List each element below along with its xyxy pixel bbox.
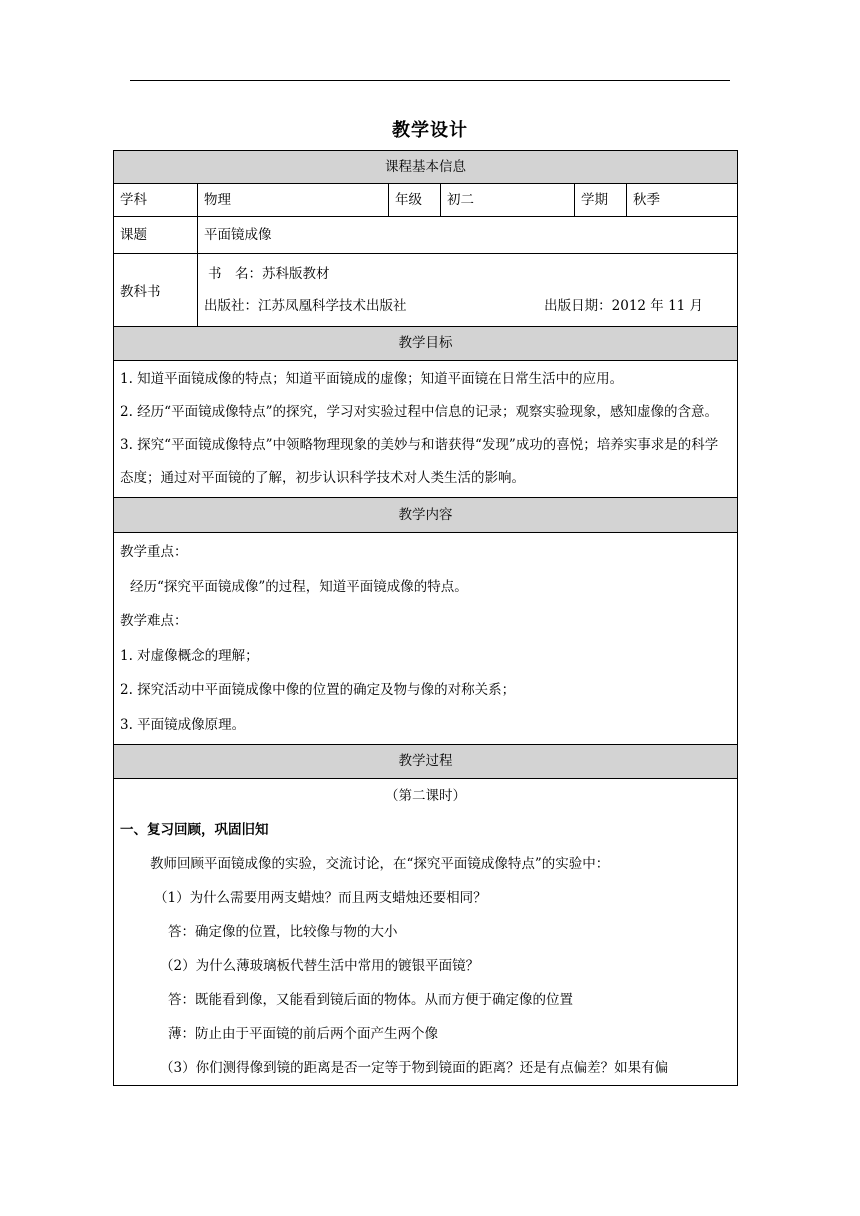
goal-item: 1. 知道平面镜成像的特点；知道平面镜成的虚像；知道平面镜在日常生活中的应用。 (120, 371, 624, 387)
question-1: （1）为什么需要用两支蜡烛？而且两支蜡烛还要相同？ (154, 890, 487, 906)
goals-header: 教学目标 (114, 327, 738, 361)
publish-date: 出版日期：2012 年 11 月 (544, 298, 704, 314)
basic-info-header: 课程基本信息 (114, 151, 738, 184)
header-rule (130, 80, 730, 81)
key-points-label: 教学重点： (120, 544, 188, 560)
textbook-label: 教科书 (120, 284, 161, 300)
subject-value: 物理 (198, 184, 389, 217)
info-row (114, 184, 738, 217)
content-cell (114, 533, 738, 745)
question-3: （3）你们测得像到镜的距离是否一定等于物到镜面的距离？还是有点偏差？如果有偏 (160, 1060, 669, 1076)
goal-item: 2. 经历“平面镜成像特点”的探究，学习对实验过程中信息的记录；观察实验现象，感知虚像的含意。 (120, 404, 718, 420)
subject-label: 学科 (114, 184, 198, 217)
lesson-plan-table (113, 150, 738, 1086)
process-header: 教学过程 (114, 745, 738, 779)
session-label: （第二课时） (385, 788, 467, 804)
topic-value: 平面镜成像 (198, 217, 738, 254)
difficulty-item: 1. 对虚像概念的理解； (120, 647, 259, 664)
book-name: 书 名：苏科版教材 (208, 266, 330, 282)
grade-value: 初二 (441, 184, 575, 217)
answer-2-thin: 薄：防止由于平面镜的前后两个面产生两个像 (168, 1026, 438, 1042)
goal-item: 3. 探究“平面镜成像特点”中领略物理现象的美妙与和谐获得“发现”成功的喜悦；培养实事求是的科学态度；通过对平面镜的了解，初步认识科学技术对人类生活的影响。 (120, 437, 719, 486)
topic-row (114, 217, 738, 254)
process-cell (114, 779, 738, 1086)
document-title: 教学设计 (392, 120, 468, 141)
section-title: 一、复习回顾，巩固旧知 (120, 822, 269, 838)
publisher-line (204, 288, 731, 324)
topic-label: 课题 (114, 217, 198, 254)
term-value: 秋季 (627, 184, 738, 217)
key-points-text: 经历“探究平面镜成像”的过程，知道平面镜成像的特点。 (130, 578, 468, 595)
goals-cell (114, 361, 738, 498)
difficulty-item: 2. 探究活动中平面镜成像中像的位置的确定及物与像的对称关系； (120, 682, 516, 698)
grade-label: 年级 (389, 184, 441, 217)
difficulty-item: 3. 平面镜成像原理。 (120, 716, 246, 733)
publisher: 出版社：江苏凤凰科学技术出版社 (204, 298, 407, 314)
question-2: （2）为什么薄玻璃板代替生活中常用的镀银平面镜？ (160, 958, 480, 974)
content-header: 教学内容 (114, 498, 738, 533)
textbook-row (114, 254, 738, 327)
answer-1: 答：确定像的位置，比较像与物的大小 (168, 924, 398, 940)
term-label: 学期 (575, 184, 627, 217)
answer-2: 答：既能看到像，又能看到镜后面的物体。从而方便于确定像的位置 (168, 992, 573, 1008)
difficulties-label: 教学难点： (120, 613, 188, 629)
process-intro: 教师回顾平面镜成像的实验，交流讨论，在“探究平面镜成像特点”的实验中： (150, 856, 610, 872)
